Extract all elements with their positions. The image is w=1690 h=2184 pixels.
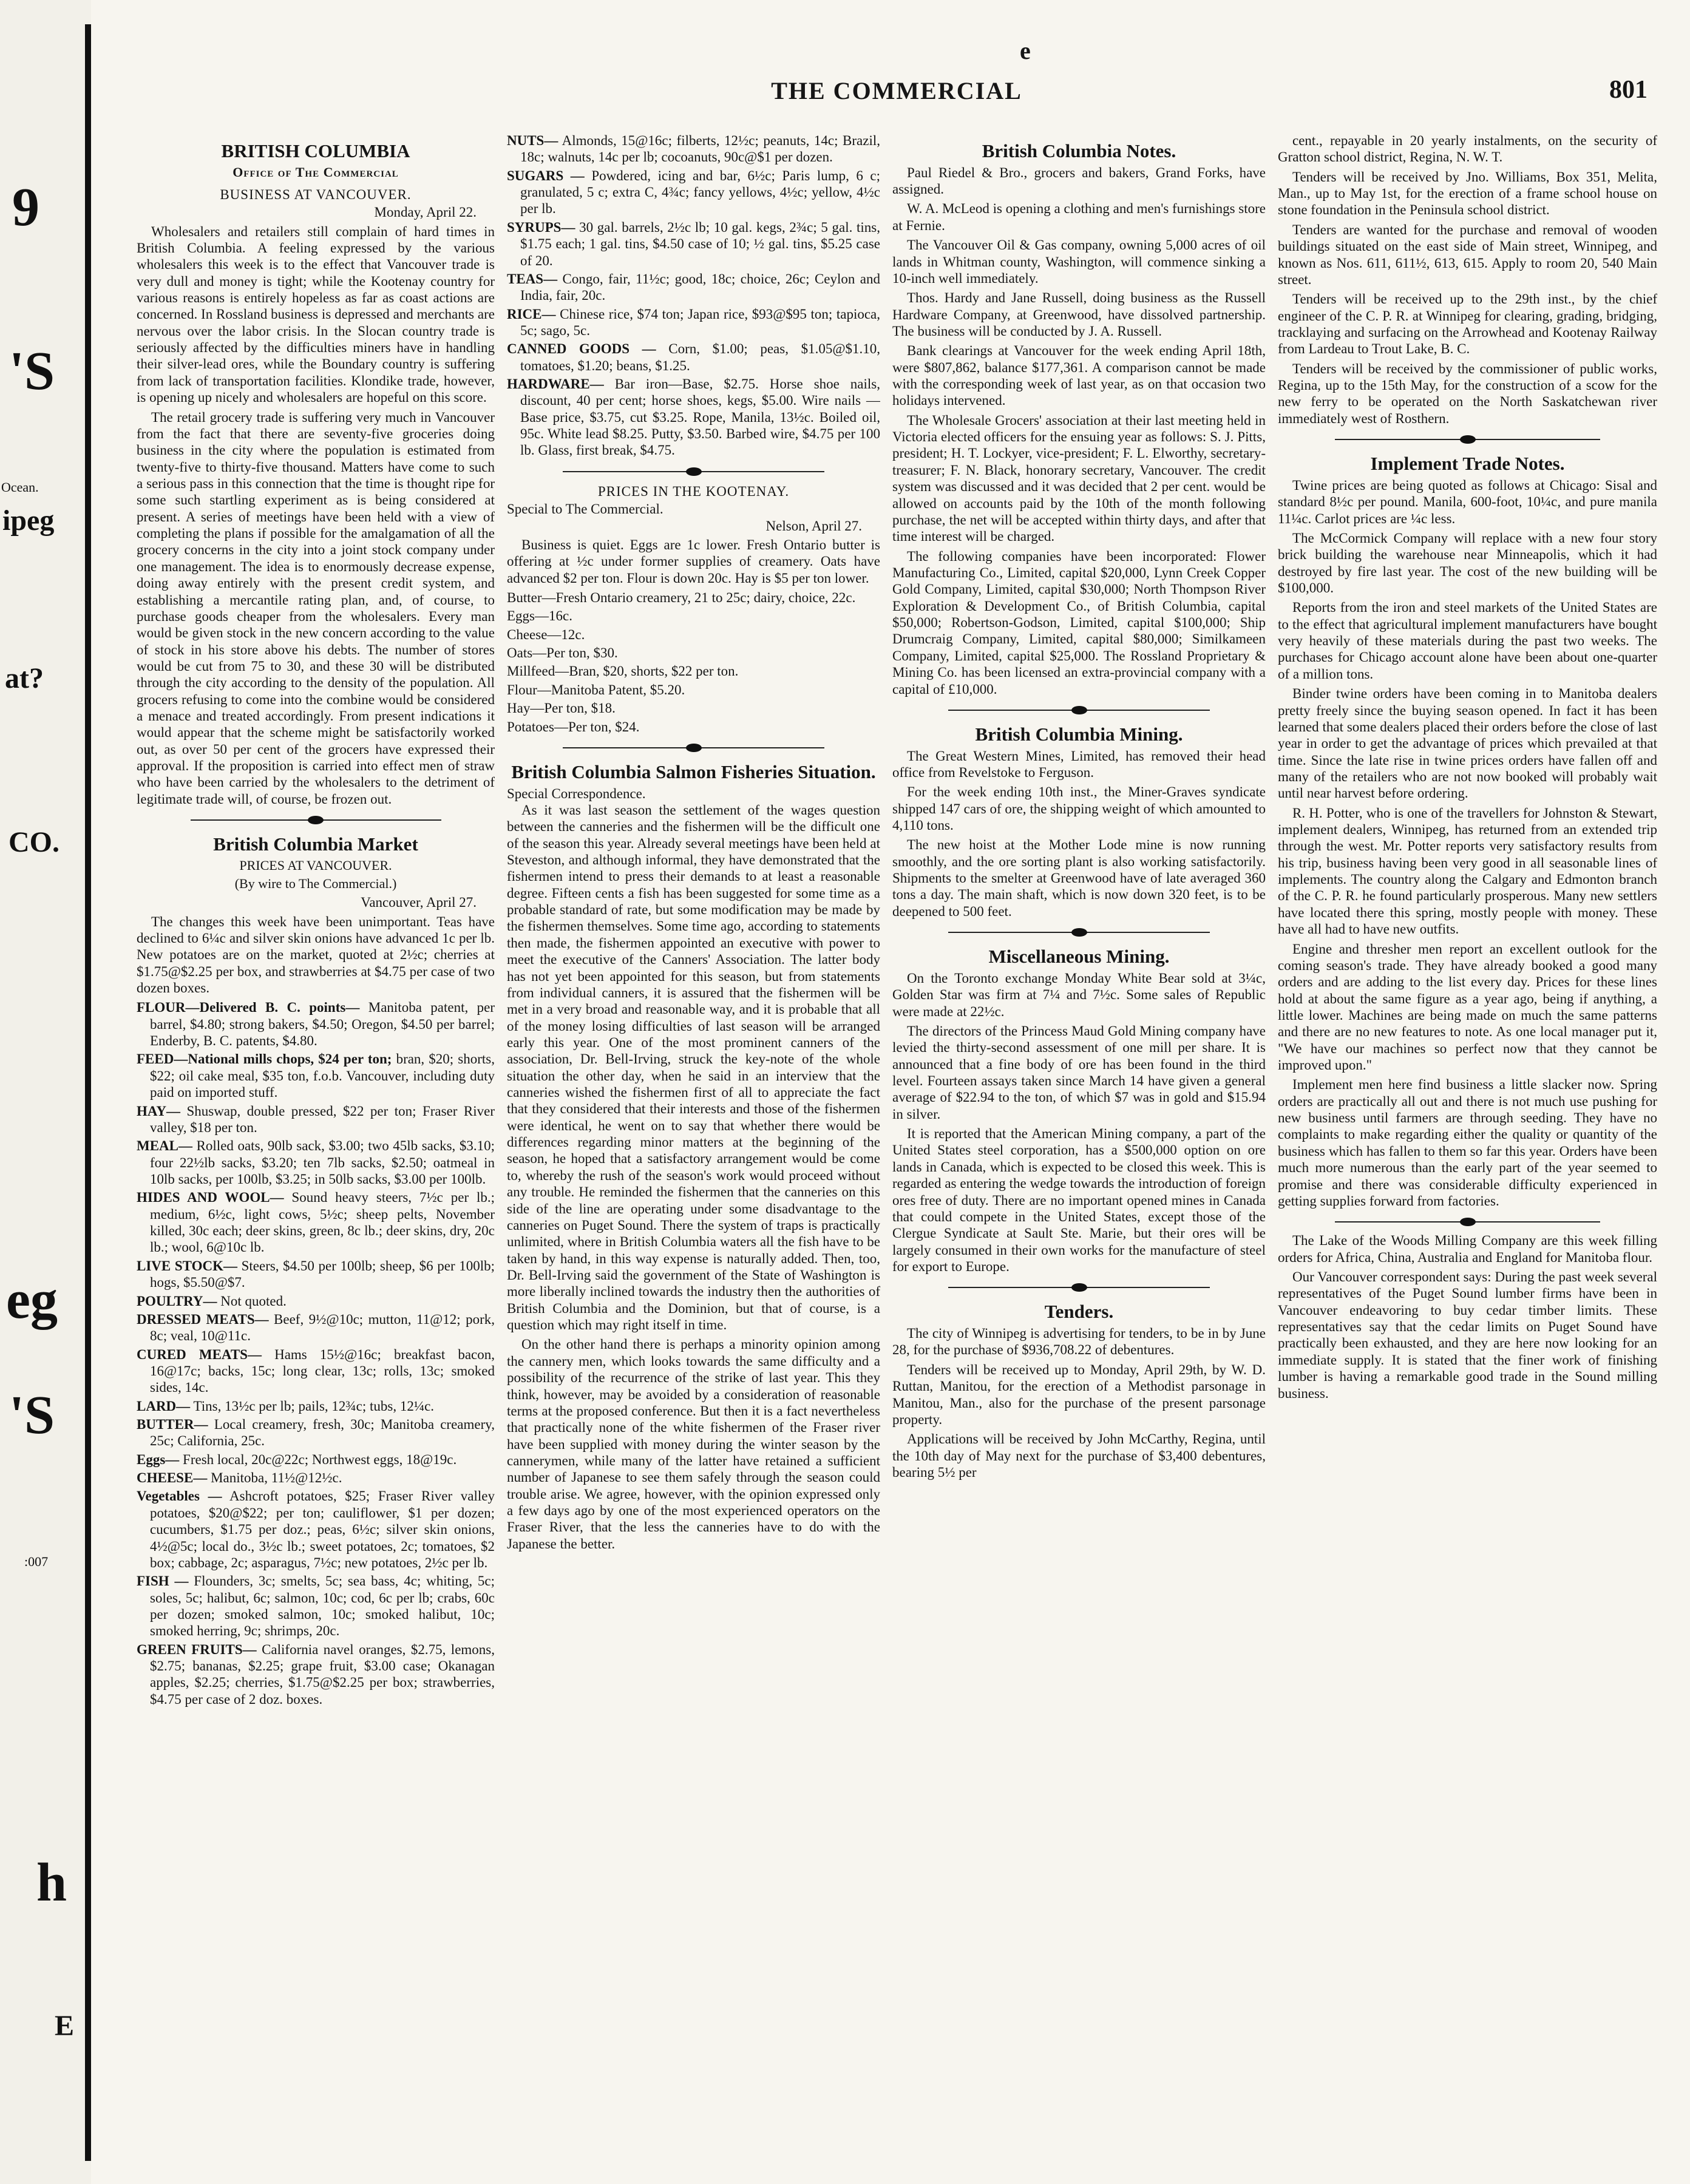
price-entry — [137, 1258, 495, 1291]
price-values: California navel oranges, $2.75, lemons, $2.75; bananas, $2.25; grape fruit, $3.00 case; Okanagan apples, $2.25; cherries, $1.75@$2.25 per box; strawberries, $4.75 per case of 2 doz. boxes. — [150, 1641, 495, 1707]
implement-paragraph: Engine and thresher men report an excellent outlook for the coming season's trade. They have already booked a good many orders and are adding to the list every day. Prices for these lines hold at about the same figure as a year ago, being if anything, a little lower. Machines are being made on much the same patterns and there are no new features to note. As one local manager put it, "We have our machines so perfect now that they cannot be improved upon." — [1278, 941, 1657, 1073]
kootenay-special: Special to The Commercial. — [507, 501, 663, 517]
business-heading: BUSINESS AT VANCOUVER. — [220, 186, 412, 202]
kootenay-heading: PRICES IN THE KOOTENAY. — [597, 483, 790, 499]
price-entry — [507, 341, 880, 374]
implement-section — [1278, 477, 1657, 1209]
price-category: NUTS— — [507, 133, 558, 148]
price-entry — [137, 1488, 495, 1571]
section-divider — [563, 466, 824, 477]
price-category: CANNED GOODS — — [507, 341, 656, 357]
section-divider — [948, 927, 1210, 938]
price-category: MEAL— — [137, 1138, 192, 1154]
price-values: bran, $20; shorts, $22; oil cake meal, $35 ton, f.o.b. Vancouver, including duty paid on imported stuff. — [150, 1051, 495, 1100]
price-category: HAY— — [137, 1103, 180, 1119]
price-entry — [507, 376, 880, 459]
implement-paragraph: Twine prices are being quoted as follows at Chicago: Sisal and standard 8½c per pound. Manila, 600-foot, 10¼c, and pure manila 11¼c. Carlot prices are ¼c less. — [1278, 477, 1657, 526]
price-values: Tins, 13½c per lb; pails, 12¾c; tubs, 12¼c. — [193, 1398, 435, 1414]
notes-paragraph: Paul Riedel & Bro., grocers and bakers, Grand Forks, have assigned. — [892, 164, 1266, 197]
mining-paragraph: The new hoist at the Mother Lode mine is now running smoothly, and the ore sorting plant is also working satisfactorily. Shipments to the smelter at Greenwood have of late averaged 360 tons a day. The main shaft, which is now down 320 feet, is to be deepened to 500 feet. — [892, 837, 1266, 919]
adjacent-page-fragment: ipeg — [2, 504, 55, 537]
price-entry — [137, 1346, 495, 1396]
price-values: Beef, 9½@10c; mutton, 11@12; pork, 8c; veal, 10@11c. — [150, 1311, 495, 1344]
page-gutter-rule — [85, 24, 91, 2161]
column-2 — [507, 132, 880, 2160]
price-category: CHEESE— — [137, 1470, 208, 1486]
tender-paragraph: Applications will be received by John McCarthy, Regina, until the 10th day of May next for the purchase of $3,400 debentures, bearing 5½ per — [892, 1431, 1266, 1480]
price-values: Flounders, 3c; smelts, 5c; sea bass, 4c; whiting, 5c; soles, 5c; halibut, 6c; salmon, 10c; cod, 6c per lb; crabs, 60c per dozen; smoked salmon, 10c; smoked halibut, 10c; smoked herring, 9c; shrimps, 20c. — [150, 1573, 495, 1639]
implement-paragraph: R. H. Potter, who is one of the travellers for Johnston & Stewart, implement dealers, Winnipeg, has returned from an extended trip through the west. Mr. Potter reports very satisfactory results from his trip, business having been very good in all seasonable lines of implements. The country along the Calgary and Edmonton branch of the C. P. R. he found particularly prosperous. Many new settlers have located there this spring, mostly people with money. These have all had to have new outfits. — [1278, 805, 1657, 937]
price-category: Eggs— — [137, 1451, 180, 1467]
price-category: SUGARS — — [507, 168, 585, 183]
kootenay-price-entry: Oats—Per ton, $30. — [507, 645, 618, 661]
implement-title: Implement Trade Notes. — [1370, 453, 1565, 475]
kootenay-price-list — [507, 589, 880, 735]
salmon-paragraph: As it was last season the settlement of the wages question between the canneries and the fishermen will be the difficult one of the season this year. Already several meetings have been held at Steveston, and although informal, they have demonstrated that the fishermen intend to press their demands to at least a reasonable degree. Fifteen cents a fish has been suggested for some time as a probable standard of rate, but some modification may be made by the fishermen themselves. Some time ago, according to statements then made, the fishermen appointed an executive with power to meet the executive of the Canners' Association. The latter body has not yet been appointed for this season, but from statements from individual canners, it is assured that the fishermen will be met in a very broad and reasonable way, and it is probable that all of the money losing difficulties of last season will be arranged early this year. One of the most prominent canners of the association, Dr. Bell-Irving, struck the key-note of the whole situation the other day, when he said in an interview that the canneries wished the fishermen first of all to appreciate the fact that they considered that their interests and those of the fishermen were identical, he went on to say that whether there would be differences regarding minor matters at the beginning of the season, he hoped that a satisfactory arrangement would be come to, whereby the rush of the season's work would proceed without any trouble. He reminded the fishermen that the canneries on this side of the line are operating under some disadvantage to the canneries on Puget Sound. There the system of traps is practically unlimited, where in British Columbia waters all the fish have to be taken by hand, in this way expense is naturally added. Then, too, Dr. Bell-Irving said the government of the State of Washington is more liberally inclined towards the industry then the authorities of British Columbia and the Dominion, but that of course, is a question which may right itself in time. — [507, 802, 880, 1333]
price-values: Steers, $4.50 per 100lb; sheep, $6 per 100lb; hogs, $5.50@$7. — [150, 1258, 495, 1290]
mining-paragraph: The Great Western Mines, Limited, has removed their head office from Revelstoke to Ferguson. — [892, 748, 1266, 780]
salmon-paragraph: On the other hand there is perhaps a minority opinion among the cannery men, which looks towards the same difficulty and a possibility of the recurrence of the strike of last year. This they think, however, may be avoided by a consideration of reasonable terms at the proposed conference. But then it is a fact nevertheless that practically none of the white fishermen of the Fraser river have been supplied with money during the winter season by the cannerymen, while many of the latter have retained a sufficient number of Japanese to see them safely through the season could trouble arise. We agree, however, with the opinion expressed only a few days ago by one of the most experienced operators on the Fraser River, that the less the canneries have to do with the Japanese the better. — [507, 1337, 880, 1552]
section-divider — [563, 742, 824, 753]
price-entry — [137, 1138, 495, 1187]
adjacent-page-fragment: Ocean. — [1, 480, 39, 495]
adjacent-page-fragment: 9 — [12, 177, 39, 237]
price-entry — [507, 168, 880, 217]
adjacent-page-fragment: at? — [5, 662, 44, 694]
kootenay-price-entry: Cheese—12c. — [507, 626, 585, 642]
page-header — [140, 72, 1654, 120]
price-category: FEED—National mills chops, $24 per ton; — [137, 1051, 392, 1067]
price-entry — [137, 1641, 495, 1708]
milling-paragraph: The Lake of the Woods Milling Company are this week filling orders for Africa, China, Australia and England for Manitoba flour. — [1278, 1233, 1657, 1265]
adjacent-page-fragment: eg — [6, 1270, 58, 1330]
implement-paragraph: Binder twine orders have been coming in to Manitoba dealers pretty freely since the buying season opened. In fact it has been learned that some dealers placed their orders before the close of last year in order to get the advantage of prices which prevailed at that time. Since the late rise in twine prices orders have fallen off and many of the retailers who are not now booked will probably wait until near harvest before ordering. — [1278, 686, 1657, 801]
price-entry — [137, 1293, 495, 1309]
section-divider — [1335, 1216, 1601, 1227]
price-values: Local creamery, fresh, 30c; Manitoba creamery, 25c; California, 25c. — [150, 1417, 495, 1449]
misc-mining-paragraph: On the Toronto exchange Monday White Bear sold at 3¼c, Golden Star was firm at 7¼ and 7½c. Some sales of Republic were made at 22½c. — [892, 970, 1266, 1019]
price-values: Almonds, 15@16c; filberts, 12½c; peanuts, 14c; Brazil, 18c; walnuts, 14c per lb; cocoanuts, 90c@$1 per dozen. — [520, 133, 880, 165]
adjacent-page-fragment: :007 — [24, 1554, 49, 1569]
notes-paragraph: The Vancouver Oil & Gas company, owning 5,000 acres of oil lands in Whitman county, Washington, will commence sinking a 10-inch well immediately. — [892, 237, 1266, 286]
mining-section — [892, 748, 1266, 920]
kootenay-price-entry: Eggs—16c. — [507, 608, 572, 624]
price-values: Rolled oats, 90lb sack, $3.00; two 45lb sacks, $3.10; four 22½lb sacks, $3.20; ten 7lb sacks, $2.50; oatmeal in 10lb sacks, per 100lb, $3.25; in 50lb sacks, $3.00 per 100lb. — [150, 1138, 495, 1187]
tenders-section — [892, 1325, 1266, 1480]
milling-lumber-section — [1278, 1232, 1657, 1402]
market-title: British Columbia Market — [213, 833, 418, 855]
kootenay-date: Nelson, April 27. — [765, 518, 862, 534]
adjacent-page-fragment: 'S — [9, 1385, 55, 1445]
business-date: Monday, April 22. — [374, 205, 477, 220]
misc-mining-title: Miscellaneous Mining. — [988, 946, 1170, 968]
adjacent-page-fragment: h — [36, 1853, 67, 1913]
price-entry — [137, 1573, 495, 1639]
price-category: DRESSED MEATS— — [137, 1311, 269, 1327]
kootenay-price-entry: Butter—Fresh Ontario creamery, 21 to 25c; dairy, choice, 22c. — [507, 589, 856, 605]
price-entry — [137, 1470, 495, 1486]
mining-title: British Columbia Mining. — [975, 723, 1183, 745]
price-values: Corn, $1.00; peas, $1.05@$1.10, tomatoes, $1.20; beans, $1.25. — [520, 341, 880, 373]
price-entry — [137, 1189, 495, 1255]
misc-mining-section — [892, 970, 1266, 1275]
kootenay-paragraph: Business is quiet. Eggs are 1c lower. Fresh Ontario butter is offering at ½c under former supplies of creamery. Oats have advanced $2 per ton. Flour is down 20c. Hay is $5 per ton lower. — [507, 537, 880, 586]
top-mark: e — [1020, 37, 1031, 64]
price-category: CURED MEATS— — [137, 1346, 262, 1362]
market-date: Vancouver, April 27. — [361, 895, 477, 911]
salmon-title: British Columbia Salmon Fisheries Situation. — [511, 761, 876, 782]
price-values: Not quoted. — [220, 1293, 287, 1309]
tender-paragraph: The city of Winnipeg is advertising for tenders, to be in by June 28, for the purchase of $936,708.22 of debentures. — [892, 1326, 1266, 1358]
price-values: Ashcroft potatoes, $25; Fraser River valley potatoes, $20@$22; per ton; cauliflower, $1 per dozen; cucumbers, $1.75 per doz.; peas, 6½c; silver skin onions, 4½@5c; local do., 3½c lb.; sweet potatoes, 2c; tomatoes, $2 box; cabbage, 2c; asparagus, 7½c; new potatoes, 2½c per lb. — [150, 1488, 495, 1570]
adjacent-page-fragment: E — [55, 2010, 75, 2042]
notes-paragraph: Thos. Hardy and Jane Russell, doing business as the Russell Hardware Company, at Greenwood, have dissolved partnership. The business will be conducted by J. A. Russell. — [892, 290, 1266, 339]
notes-section — [892, 164, 1266, 697]
notes-paragraph: Bank clearings at Vancouver for the week ending April 18th, were $807,862, balance $177,361. A comparison cannot be made with the corresponding week of last year, as on that occasion two holidays intervened. — [892, 343, 1266, 409]
tender-paragraph: Tenders will be received by the commissioner of public works, Regina, up to the 15th May, for the construction of a scow for the new ferry to be operated on the North Saskatchewan river immediately west of Rosthern. — [1278, 361, 1657, 426]
price-category: LIVE STOCK— — [137, 1258, 237, 1273]
price-values: 30 gal. barrels, 2½c lb; 10 gal. kegs, 2¾c; 5 gal. tins, $1.75 each; 1 gal. tins, $4.50 case of 10; ½ gal. tins, $5.25 case of 20. — [520, 219, 880, 268]
tender-paragraph: Tenders will be received up to Monday, April 29th, by W. D. Ruttan, Manitou, for the erection of a Methodist parsonage in Manitou, Man., also for the purchase of the present parsonage property. — [892, 1362, 1266, 1427]
misc-mining-paragraph: It is reported that the American Mining company, a part of the United States steel corporation, has a $500,000 option on ore lands in Canada, which is expected to be closed this week. This is regarded as entering the wedge towards the introduction of foreign ores free of duty. There are no important opened mines in Canada that could compete in the United States, except those of the Clergue Syndicate at Sault Ste. Marie, but their ores will be largely consumed in their own works for the manufacture of steel for export to Europe. — [892, 1126, 1266, 1274]
price-entry — [137, 1051, 495, 1100]
implement-paragraph: The McCormick Company will replace with a new four story brick building the warehouse near Minneapolis, which it had destroyed by fire last year. The cost of the new building will be $100,000. — [1278, 530, 1657, 595]
market-price-list — [137, 999, 495, 1708]
implement-paragraph: Implement men here find business a little slacker now. Spring orders are practically all out and there is not much use pushing for new business until farmers are through seeding. They have no complaints to make regarding either the quality or quantity of the business which has fallen to them so far this year. Orders have been much more numerous than the early part of the year seemed to promise and there was considerable difficulty experienced in getting supplies forward from factories. — [1278, 1077, 1657, 1209]
price-category: BUTTER— — [137, 1417, 208, 1433]
price-entry — [507, 271, 880, 304]
notes-paragraph: The following companies have been incorporated: Flower Manufacturing Co., Limited, capital $20,000, Lynn Creek Copper Gold Company, Limited, capital $30,000; North Thompson River Exploration & Development Co., of British Columbia, capital $50,000; Robertson-Godson, Limited, capital $100,000; Ship Drumcraig Company, Limited, capital $80,000; Similkameen Company, Limited, capital $25,000. The Rossland Proprietary & Mining Co. has been licensed an extra-provincial company with a capital of £10,000. — [892, 548, 1266, 697]
page-number: 801 — [1609, 76, 1648, 104]
price-values: Bar iron—Base, $2.75. Horse shoe nails, discount, 40 per cent; horse shoes, kegs, $5.00. Wire nails — Base price, $3.75, cut $3.25. Rope, Manila, 13½c. Boiled oil, 95c. White lead $8.25. Putty, $3.50. Barbed wire, $4.75 per 100 lb. Glass, first break, $4.75. — [520, 376, 880, 458]
price-category: HIDES AND WOOL— — [137, 1190, 284, 1206]
kootenay-price-entry: Hay—Per ton, $18. — [507, 700, 616, 716]
kootenay-price-entry: Millfeed—Bran, $20, shorts, $22 per ton. — [507, 663, 739, 679]
tender-paragraph: cent., repayable in 20 yearly instalments, on the security of Gratton school district, Regina, N. W. T. — [1278, 133, 1657, 165]
milling-paragraph: Our Vancouver correspondent says: During the past week several representatives of the Puget Sound lumber firms have been in Vancouver endeavoring to buy cedar timber limits. These representatives say that the cedar limits on Puget Sound have practically been exhausted, and they are here now looking for an immediate supply. It is stated that the finer work of finishing lumber is having a remarkable good trade in the Sound milling business. — [1278, 1269, 1657, 1401]
price-category: HARDWARE— — [507, 376, 604, 392]
notes-paragraph: W. A. McLeod is opening a clothing and men's furnishings store at Fernie. — [892, 201, 1266, 233]
price-entry — [137, 1416, 495, 1450]
price-values: Hams 15½@16c; breakfast bacon, 16@17c; backs, 15c; long clear, 13c; rolls, 13c; smoked sides, 14c. — [150, 1346, 495, 1396]
price-values: Sound heavy steers, 7½c per lb.; medium, 6½c, light cows, 5½c; sheep pelts, November killed, 30c each; deer skins, green, 8c lb.; deer skins, dry, 20c lb.; wool, 6@10c lb. — [150, 1190, 495, 1255]
price-category: FLOUR—Delivered B. C. points— — [137, 1000, 360, 1016]
price-category: GREEN FRUITS— — [137, 1641, 257, 1657]
price-category: POULTRY— — [137, 1293, 217, 1309]
price-values: Powdered, icing and bar, 6½c; Paris lump, 6 c; granulated, 5 c; extra C, 4¾c; fancy yellows, 4½c; yellow, 4½c per lb. — [520, 168, 880, 217]
price-category: SYRUPS— — [507, 219, 575, 235]
publication-title: THE COMMERCIAL — [771, 77, 1022, 104]
kootenay-price-entry: Potatoes—Per ton, $24. — [507, 719, 640, 734]
business-paragraph: The retail grocery trade is suffering very much in Vancouver from the fact that there are seventy-five groceries doing business in the city where the population is estimated from twenty-five to thirty-five thousand. Matters have come to such a serious pass in this connection that the time is thought ripe for some such startling experiment as is being considered at present. A series of meetings have been held with a view of completing the plans if possible for the amalgamation of all the grocery concerns in the city into a joint stock company under one management. The idea is to enormously decrease expense, doing away entirely with the present credit system, and establishing a mercantile rating plan, and, of course, to purchase goods cheaper from the wholesalers. Every man would be given stock in the new concern according to the value of stock in his store above his debts. The number of stores would be cut from 75 to 30, and these 30 will be distributed through the city according to the density of the population. All grocers refusing to come into the combine would be considered a menace and treated accordingly. From present indications it would appear that the scheme might be satisfactorily worked out, as over 50 per cent of the grocers have expressed their approval. If the proposition is carried into effect men of straw who have been carried by the wholesalers to the detriment of legitimate trade will, of course, be frozen out. — [137, 409, 495, 807]
price-category: FISH — — [137, 1573, 189, 1589]
market-intro: The changes this week have been unimportant. Teas have declined to 6¼c and silver skin onions have advanced 1c per lb. New potatoes are on the market, quoted at 2½c; cherries at $1.75@$2.25 per box, and strawberries at $4.75 per case of two dozen boxes. — [137, 914, 495, 996]
misc-mining-paragraph: The directors of the Princess Maud Gold Mining company have levied the thirty-second assessment of one mill per share. It is announced that a fine body of ore has been found in the third level. Fourteen assays taken since March 14 have given a general average of $22.94 to the ton, of which $7 was in gold and $15.94 in silver. — [892, 1023, 1266, 1122]
price-values: Chinese rice, $74 ton; Japan rice, $93@$95 ton; tapioca, 5c; sago, 5c. — [520, 306, 880, 338]
tenders-section-continued — [1278, 132, 1657, 427]
bc-title: BRITISH COLUMBIA — [221, 140, 410, 161]
adjacent-page-strip — [0, 0, 91, 2184]
price-values: Fresh local, 20c@22c; Northwest eggs, 18@19c. — [183, 1451, 457, 1467]
business-paragraph: Wholesalers and retailers still complain of hard times in British Columbia. A feeling expressed by the various wholesalers this week is to the effect that Vancouver trade is very dull and money is tight; while the Kootenay country for various reasons is entirely hopeless as far as coast actions are concerned. In Rossland business is depressed and merchants are nervous over the labor crisis. In the Slocan country trade is seriously affected by the difficulties miners have in handling their silver-lead ores, while the Boundary country is suffering from lack of transportation facilities. Klondike trade, however, is opening up nicely and wholesalers are hopeful on this score. — [137, 223, 495, 405]
salmon-special: Special Correspondence. — [507, 785, 646, 801]
section-divider — [948, 1282, 1210, 1293]
price-category: RICE— — [507, 306, 556, 322]
mining-paragraph: For the week ending 10th inst., the Miner-Graves syndicate shipped 147 cars of ore, the shipping weight of which amounted to 4,110 tons. — [892, 784, 1266, 833]
tender-paragraph: Tenders will be received by Jno. Williams, Box 351, Melita, Man., up to May 1st, for the erection of a frame school house on stone foundation in the Peninsula school district. — [1278, 169, 1657, 218]
adjacent-page-fragment: CO. — [8, 826, 59, 858]
price-values: Congo, fair, 11½c; good, 18c; choice, 26c; Ceylon and India, fair, 20c. — [520, 271, 880, 304]
market-wire: (By wire to The Commercial.) — [234, 876, 397, 892]
kootenay-price-entry: Flour—Manitoba Patent, $5.20. — [507, 682, 685, 697]
tender-paragraph: Tenders will be received up to the 29th inst., by the chief engineer of the C. P. R. at Winnipeg for clearing, grading, bridging, tracklaying and surfacing on the Arrowhead and Kootenay Railway from Lardeau to Trout Lake, B. C. — [1278, 291, 1657, 357]
bc-office: Office of The Commercial — [232, 164, 399, 180]
price-entry — [507, 132, 880, 166]
price-entry — [137, 1451, 495, 1468]
market-subtitle: PRICES AT VANCOUVER. — [239, 857, 392, 873]
price-entry — [137, 1398, 495, 1414]
section-divider — [948, 705, 1210, 716]
notes-title: British Columbia Notes. — [982, 140, 1176, 161]
section-divider — [191, 815, 441, 826]
price-entry — [137, 1311, 495, 1345]
price-category: LARD— — [137, 1398, 191, 1414]
price-values: Manitoba patent, per barrel, $4.80; strong bakers, $4.50; Oregon, $4.50 per barrel; Enderby, B. C. patents, $4.80. — [150, 1000, 495, 1049]
price-category: Vegetables — — [137, 1488, 222, 1504]
column-1 — [137, 132, 495, 2160]
implement-paragraph: Reports from the iron and steel markets of the United States are to the effect that agricultural implement manufacturers have bought very heavily of these materials during the past two weeks. The purchases for Chicago account alone have been about one-quarter of a million tons. — [1278, 600, 1657, 682]
notes-paragraph: The Wholesale Grocers' association at their last meeting held in Victoria elected officers for the ensuing year as follows: S. J. Pitts, president; H. T. Lockyer, vice-president; F. L. Elworthy, secretary-treasurer; F. N. Black, honorary secretary, Vancouver. The credit system was discussed and it was decided that 2 per cent. would be allowed on accounts paid by the 10th of the month following purchase, the net will be accepted within thirty days, and after that time interest will be charged. — [892, 412, 1266, 544]
price-category: TEAS— — [507, 271, 558, 287]
market-price-list-continued — [507, 132, 880, 459]
price-entry — [507, 219, 880, 269]
adjacent-page-fragment: 'S — [9, 341, 55, 401]
column-4 — [1278, 132, 1657, 2160]
price-entry — [137, 1103, 495, 1136]
price-entry — [507, 306, 880, 339]
tender-paragraph: Tenders are wanted for the purchase and removal of wooden buildings situated on the east side of Main street, Winnipeg, and known as Nos. 611, 611½, 613, 615. Apply to room 20, 540 Main street. — [1278, 222, 1657, 287]
tenders-title: Tenders. — [1044, 1301, 1114, 1323]
price-values: Manitoba, 11½@12½c. — [211, 1470, 342, 1486]
column-3 — [892, 132, 1266, 2160]
price-values: Shuswap, double pressed, $22 per ton; Fraser River valley, $18 per ton. — [150, 1103, 495, 1135]
price-entry — [137, 999, 495, 1049]
section-divider — [1335, 434, 1601, 445]
